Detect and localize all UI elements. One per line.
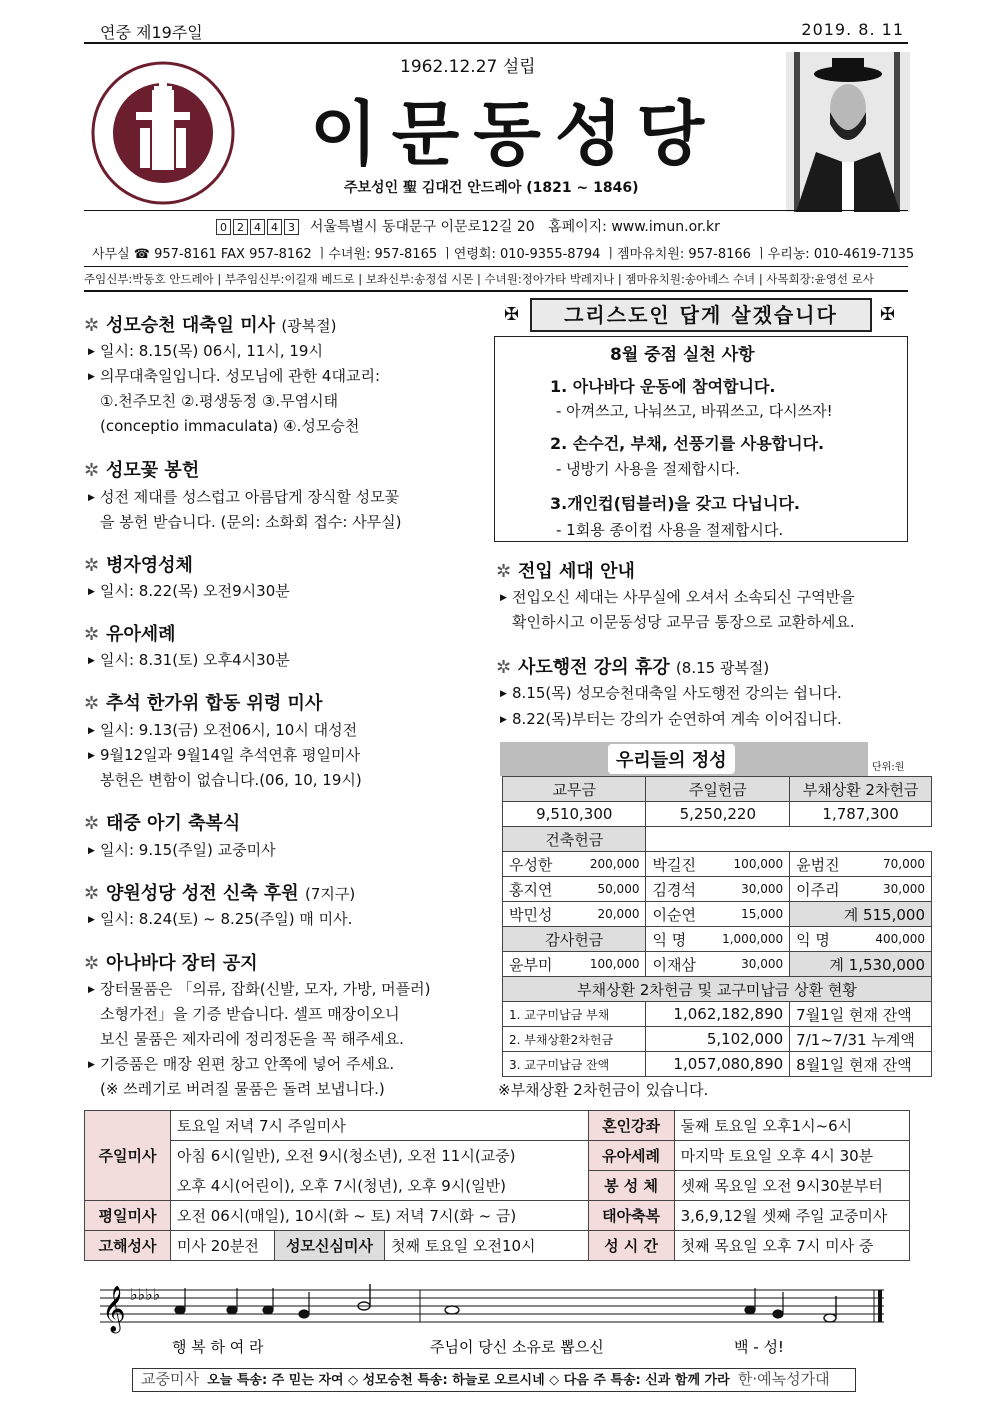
header-cell: 건축헌금 [503, 827, 646, 852]
debt-note: 7월1일 현재 잔액 [790, 1002, 932, 1027]
schedule-label: 평일미사 [85, 1201, 171, 1231]
donor-amount: 100,000 [571, 952, 646, 977]
section-title: ✲ 양원성당 성전 신축 후원 (7지구) [84, 883, 356, 904]
homepage-link[interactable]: 홈페이지: www.imun.or.kr [548, 219, 720, 235]
svg-text:♭♭♭♭: ♭♭♭♭ [130, 1285, 161, 1304]
triangle-icon: ▶ [500, 715, 507, 725]
section-title: ✲ 전입 세대 안내 [496, 561, 635, 582]
schedule-label: 태아축복 [588, 1201, 674, 1231]
header-cell: 부채상환 2차헌금 및 교구미납금 상환 현황 [503, 977, 932, 1002]
flower-icon: ✲ [496, 561, 512, 582]
choir-name: 한·예녹성가대 [737, 1370, 830, 1388]
schedule-value: 미사 20분전 [171, 1231, 275, 1261]
donor-name: 박길진 [646, 852, 708, 877]
donor-amount: 100,000 [708, 852, 790, 877]
patron-portrait [786, 52, 910, 212]
notice-line: ▶ 일시: 8.31(토) 오후4시30분 [88, 651, 290, 669]
donor-amount: 20,000 [571, 902, 646, 927]
staff-rule-2 [84, 290, 908, 292]
section-title: ✲ 추석 한가위 합동 위령 미사 [84, 693, 323, 714]
donor-amount: 30,000 [708, 877, 790, 902]
donor-name: 우성한 [503, 852, 571, 877]
schedule-label: 성 시 간 [588, 1231, 674, 1261]
debt-label: 2. 부채상환2차헌금 [503, 1027, 646, 1052]
triangle-icon: ▶ [88, 587, 95, 597]
donor-amount: 50,000 [571, 877, 646, 902]
notice-line: ▶ 일시: 9.15(주일) 교중미사 [88, 841, 276, 859]
notice-line: ▶ 성전 제대를 성스럽고 아름답게 장식할 성모꽃 [88, 488, 400, 506]
flower-icon: ✲ [84, 813, 100, 834]
zip-digit: 4 [267, 219, 282, 235]
donor-name: 윤부미 [503, 952, 571, 977]
staff-list: 주임신부:박동호 안드레아 | 부주임신부:이길재 베드로 | 보좌신부:송정섭 시몬 | 수녀원:정아가타 박레지나 | 젬마유치원:송아녜스 수녀 | 사목회장:윤영선 로사 [84, 272, 874, 286]
parish-logo [88, 58, 238, 208]
header-cell: 교무금 [503, 777, 646, 802]
schedule-value: 오후 4시(어린이), 오후 7시(청년), 오후 9시(일반) [171, 1171, 589, 1201]
value-cell: 9,510,300 [503, 802, 646, 827]
triangle-icon: ▶ [88, 656, 95, 666]
triangle-icon: ▶ [88, 493, 95, 503]
issue-date: 2019. 8. 11 [801, 20, 904, 39]
mass-schedule [84, 1110, 910, 1261]
psalm-score [100, 1276, 892, 1366]
donor-amount: 200,000 [571, 852, 646, 877]
donor-amount: 30,000 [857, 877, 932, 902]
zip-digit: 0 [216, 219, 231, 235]
address-line [216, 216, 720, 236]
section-title: ✲ 병자영성체 [84, 555, 193, 576]
address: 서울특별시 동대문구 이문로12길 20 [309, 219, 535, 235]
schedule-value: 셋째 목요일 오전 9시30분부터 [674, 1171, 909, 1201]
flower-icon: ✲ [84, 883, 100, 904]
triangle-icon: ▶ [88, 1060, 95, 1070]
donor-name: 이순연 [646, 902, 708, 927]
schedule-label: 성모신심미사 [275, 1231, 385, 1261]
zip-digit: 4 [250, 219, 265, 235]
practice-detail: - 아껴쓰고, 나눠쓰고, 바꿔쓰고, 다시쓰자! [556, 402, 833, 420]
practice-detail: - 냉방기 사용을 절제합시다. [556, 460, 740, 478]
notice-line: ▶ 9월12일과 9월14일 추석연휴 평일미사 [88, 746, 360, 764]
triangle-icon: ▶ [88, 985, 95, 995]
triangle-icon: ▶ [88, 915, 95, 925]
donor-amount: 1,000,000 [708, 927, 790, 952]
triangle-icon: ▶ [88, 372, 95, 382]
donor-name: 익 명 [790, 927, 857, 952]
flower-icon: ✲ [84, 624, 100, 645]
notice-line: ▶ 의무대축일입니다. 성모님에 관한 4대교리: [88, 367, 381, 385]
value-cell: 1,787,300 [790, 802, 932, 827]
notice-line: ▶ 일시: 8.22(목) 오전9시30분 [88, 582, 290, 600]
header-cell: 감사헌금 [503, 927, 646, 952]
lyrics: 백 - 성! [734, 1338, 784, 1356]
donor-name: 윤범진 [790, 852, 857, 877]
header-cell: 부채상환 2차헌금 [790, 777, 932, 802]
practice-item: 1. 아나바다 운동에 참여합니다. [550, 377, 776, 396]
section-title: ✲ 성모꽃 봉헌 [84, 460, 200, 481]
section-title: ✲ 유아세례 [84, 624, 176, 645]
triangle-icon: ▶ [88, 846, 95, 856]
founded-date: 1962.12.27 설립 [400, 57, 536, 77]
svg-text:𝄞: 𝄞 [102, 1286, 126, 1332]
notice-line: 소형가전」을 기증 받습니다. 셀프 매장이오니 [100, 1005, 400, 1023]
total-cell: 계 1,530,000 [790, 952, 932, 977]
offering-table [502, 776, 932, 1077]
debt-amount: 5,102,000 [646, 1027, 790, 1052]
donor-amount: 15,000 [708, 902, 790, 927]
schedule-label: 혼인강좌 [588, 1111, 674, 1141]
triangle-icon: ▶ [88, 347, 95, 357]
debt-label: 3. 교구미납금 잔액 [503, 1052, 646, 1077]
practice-item: 3.개인컵(텀블러)을 갖고 다닙니다. [550, 494, 800, 513]
patron-saint: 주보성인 聖 김대건 안드레아 (1821 ~ 1846) [344, 180, 639, 196]
cross-icon: ✠ [880, 304, 896, 325]
flower-icon: ✲ [84, 555, 100, 576]
schedule-value: 토요일 저녁 7시 주일미사 [171, 1111, 589, 1141]
flower-icon: ✲ [496, 657, 512, 678]
schedule-label: 주일미사 [85, 1111, 171, 1201]
flower-icon: ✲ [84, 460, 100, 481]
schedule-value: 첫째 목요일 오후 7시 미사 중 [674, 1231, 909, 1261]
section-title: ✲ 아나바다 장터 공지 [84, 953, 258, 974]
notice-line: 을 봉헌 받습니다. (문의: 소화회 접수: 사무실) [100, 513, 402, 531]
value-cell: 5,250,220 [646, 802, 790, 827]
notice-line: (※ 쓰레기로 버려질 물품은 돌려 보냅니다.) [100, 1080, 385, 1098]
header-rule-2 [84, 210, 908, 211]
schedule-label: 고해성사 [85, 1231, 171, 1261]
notice-line: ▶ 장터물품은 「의류, 잡화(신발, 모자, 가방, 머플러) [88, 980, 431, 998]
notice-line: ▶ 8.15(목) 성모승천대축일 사도행전 강의는 쉽니다. [500, 684, 842, 702]
notice-line: ▶ 일시: 8.15(목) 06시, 11시, 19시 [88, 342, 323, 360]
offering-unit: 단위:원 [872, 762, 905, 773]
notice-line: ▶ 일시: 8.24(토) ~ 8.25(주일) 매 미사. [88, 910, 353, 928]
offering-title: 우리들의 정성 [608, 744, 735, 774]
flower-icon: ✲ [84, 953, 100, 974]
notice-line: ▶ 기증품은 매장 왼편 창고 안쪽에 넣어 주세요. [88, 1055, 395, 1073]
triangle-icon: ▶ [88, 726, 95, 736]
debt-amount: 1,057,080,890 [646, 1052, 790, 1077]
triangle-icon: ▶ [88, 751, 95, 761]
motto-title: 그리스도인 답게 살겠습니다 [530, 298, 872, 332]
practice-heading: 8월 중점 실천 사항 [610, 345, 755, 365]
header-rule [84, 42, 908, 44]
schedule-label: 유아세례 [588, 1141, 674, 1171]
cross-icon: ✠ [504, 304, 520, 325]
practice-item: 2. 손수건, 부채, 선풍기를 사용합니다. [550, 434, 825, 453]
offering-note: ※부채상환 2차헌금이 있습니다. [498, 1081, 709, 1099]
contact-numbers: 사무실 ☎ 957-8161 FAX 957-8162 ㅣ수녀원: 957-8165 ㅣ연령회: 010-9355-8794 ㅣ젬마유치원: 957-8166 ㅣ우리농: 010-4619-7135 [92, 247, 915, 262]
section-title: ✲ 성모승천 대축일 미사 (광복절) [84, 315, 337, 336]
notice-line: 확인하시고 이문동성당 교무금 통장으로 교환하세요. [512, 613, 855, 631]
flower-icon: ✲ [84, 315, 100, 336]
donor-name: 익 명 [646, 927, 708, 952]
flower-icon: ✲ [84, 693, 100, 714]
notice-line: (conceptio immaculata) ④.성모승천 [100, 417, 360, 435]
week-label: 연중 제19주일 [100, 23, 203, 42]
schedule-value: 마지막 토요일 오후 4시 30분 [674, 1141, 909, 1171]
parish-title: 이문동성당 [310, 93, 719, 175]
notice-line: 봉헌은 변함이 없습니다.(06, 10, 19시) [100, 771, 362, 789]
donor-amount: 400,000 [857, 927, 932, 952]
notice-line: ①.천주모친 ②.평생동정 ③.무염시태 [100, 392, 339, 410]
practice-detail: - 1회용 종이컵 사용을 절제합시다. [556, 521, 784, 539]
schedule-value: 3,6,9,12월 셋째 주일 교중미사 [674, 1201, 909, 1231]
triangle-icon: ▶ [500, 593, 507, 603]
lyrics: 행 복 하 여 라 [172, 1338, 264, 1356]
debt-label: 1. 교구미납금 부채 [503, 1002, 646, 1027]
footer-label: 교중미사 [141, 1370, 199, 1388]
section-title: ✲ 태중 아기 축복식 [84, 813, 241, 834]
footer-text: 오늘 특송: 주 믿는 자여 ◇ 성모승천 특송: 하늘로 오르시네 ◇ 다음 주 특송: 신과 함께 가라 [207, 1373, 730, 1388]
notice-line: ▶ 일시: 9.13(금) 오전06시, 10시 대성전 [88, 721, 358, 739]
donor-name: 이재삼 [646, 952, 708, 977]
section-title: ✲ 사도행전 강의 휴강 (8.15 광복절) [496, 657, 770, 678]
notice-line: ▶ 전입오신 세대는 사무실에 오셔서 소속되신 구역반을 [500, 588, 855, 606]
donor-name: 박민성 [503, 902, 571, 927]
total-cell: 계 515,000 [790, 902, 932, 927]
donor-name: 홍지연 [503, 877, 571, 902]
donor-amount: 70,000 [857, 852, 932, 877]
debt-amount: 1,062,182,890 [646, 1002, 790, 1027]
debt-note: 8월1일 현재 잔액 [790, 1052, 932, 1077]
schedule-value: 둘째 토요일 오후1시~6시 [674, 1111, 909, 1141]
notice-line: 보신 물품은 제자리에 정리정돈을 꼭 해주세요. [100, 1030, 404, 1048]
donor-amount: 30,000 [708, 952, 790, 977]
schedule-label: 봉 성 체 [588, 1171, 674, 1201]
staff-rule [84, 266, 908, 267]
zip-digit: 3 [284, 219, 299, 235]
donor-name: 이주리 [790, 877, 857, 902]
notice-line: ▶ 8.22(목)부터는 강의가 순연하여 계속 이어집니다. [500, 710, 842, 728]
triangle-icon: ▶ [500, 689, 507, 699]
choir-footer [132, 1368, 856, 1392]
donor-name: 김경석 [646, 877, 708, 902]
zip-digit: 2 [233, 219, 248, 235]
schedule-value: 첫째 토요일 오전10시 [385, 1231, 589, 1261]
header-cell: 주일헌금 [646, 777, 790, 802]
lyrics: 주님이 당신 소유로 뽑으신 [430, 1338, 604, 1356]
debt-note: 7/1~7/31 누계액 [790, 1027, 932, 1052]
schedule-value: 아침 6시(일반), 오전 9시(청소년), 오전 11시(교중) [171, 1141, 589, 1171]
schedule-value: 오전 06시(매일), 10시(화 ~ 토) 저녁 7시(화 ~ 금) [171, 1201, 589, 1231]
